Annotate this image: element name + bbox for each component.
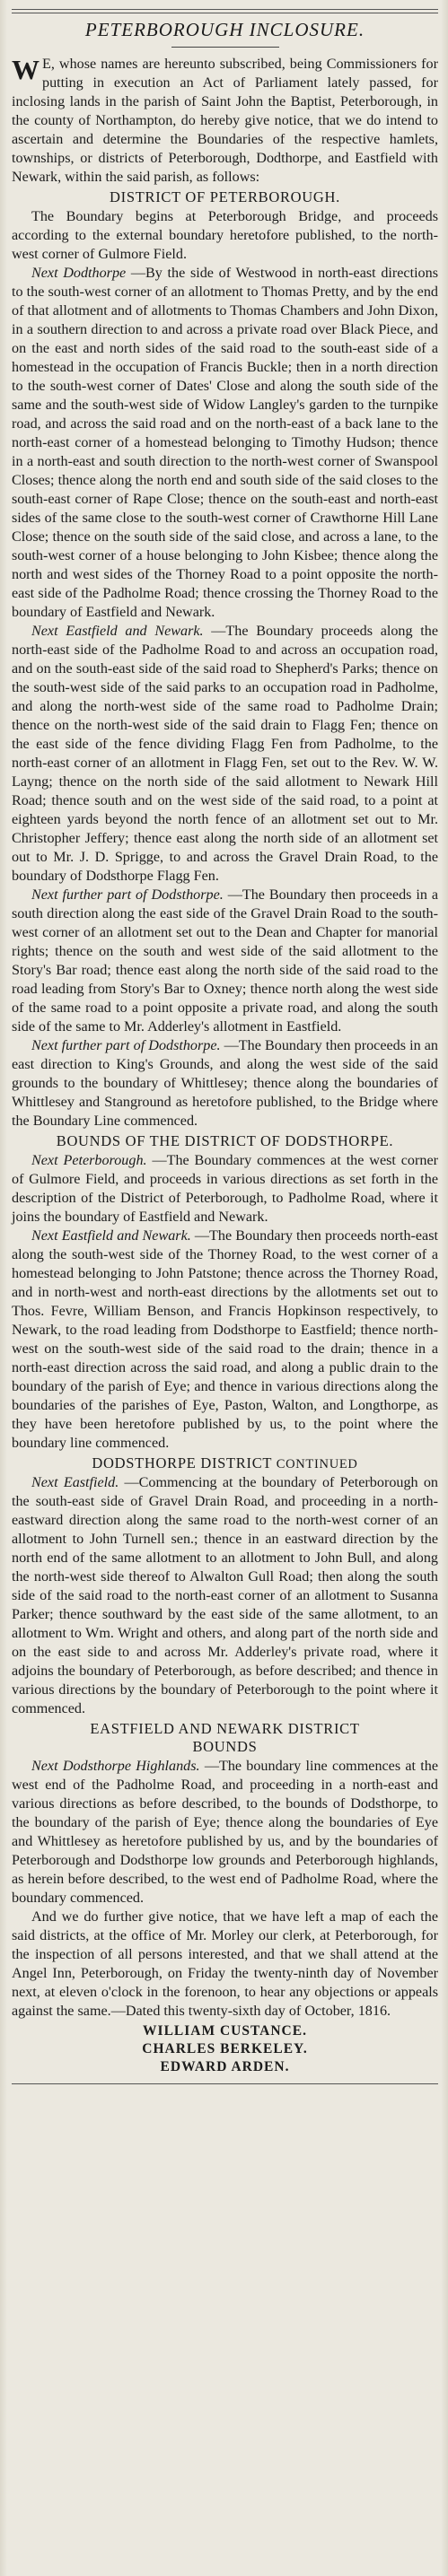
paragraph-lead: Next Dodthorpe <box>31 266 127 281</box>
intro-paragraph <box>12 55 438 187</box>
dodsthorpe-paragraph-1 <box>12 1151 438 1227</box>
peterborough-paragraph-2 <box>12 264 438 622</box>
notice-title: PETERBOROUGH INCLOSURE. <box>84 19 365 40</box>
paragraph-text: —The Boundary then proceeds in a south direction along the east side of the Gravel Drain Road to the south-west corner of an allotment set out to the Dean and Chapter for manorial rights; thence on the south and west side of the said allotment to the Story's Bar road; thence east along the north side of the said road to the road leading from Story's Bar to Oxney; thence north along the west side of the same road to a point opposite a private road, and along the south side of the same to Mr. Adderley's allotment in Eastfield. <box>12 887 438 1035</box>
paragraph-lead: Next Eastfield and Newark. <box>31 1228 191 1244</box>
peterborough-paragraph-1: The Boundary begins at Peterborough Bridge, and proceeds according to the external boundary heretofore published, to the north-west corner of Gulmore Field. <box>12 209 438 262</box>
signatory: WILLIAM CUSTANCE. <box>143 2023 307 2039</box>
heading-text: DODSTHORPE DISTRICT <box>92 1454 272 1471</box>
paragraph-text: —By the side of Westwood in north-east directions to the south-west corner of an allotment to Thomas Pretty, and by the end of that allotment and of allotments to Thomas Chambers and John Dixon, in a southern direction to and across a private road over Black Piece, and on the east and north sides of the said road to the south-east side of a homestead in the occupation of Francis Buckle; then in a north direction to the south-west corner of Dates' Close and along the south side of the same and the south-west side of Widow Langley's garden to the turnpike road, and across the said road and on the north-east of a back lane to the north-east corner of a homestead belonging to Timothy Hudson; thence in a north-east and south direction to the north-west corner of Swanspool Closes; thence along the north end and south side of the said closes to the south-east corner of Rape Close; thence on the south-east and north-east sides of the same close to the south-west corner of Crawthorne Hill Lane Close; thence on the south side of the said close, and across a lane, to the south-west corner of a house belonging to John Kisbee; thence along the north and west sides of the Thorney Road to a point opposite the north-east side of the Padholme Road; thence crossing the Thorney Road to the boundary of Eastfield and Newark. <box>12 266 438 620</box>
paragraph-text: —The Boundary commences at the west corner of Gulmore Field, and proceeds in various directions as set forth in the description of the District of Peterborough, to Padholme Road, where it joins the boundary of Eastfield and Newark. <box>12 1153 438 1225</box>
intro-text: E, whose names are hereunto subscribed, being Commissioners for putting in execution an Act of Parliament lately passed, for inclosing lands in the parish of Saint John the Baptist, Peterborough, in the county of Northampton, do hereby give notice, that we do intend to ascertain and determine the Boundaries of the respective hamlets, townships, or districts of Peterborough, Dodthorpe, and Eastfield with Newark, within the said parish, as follows: <box>12 57 438 185</box>
signatory: CHARLES BERKELEY. <box>142 2041 308 2056</box>
section-heading-eastfield-newark <box>12 1720 438 1756</box>
eastfield-newark-paragraph <box>12 1757 438 1908</box>
closing-paragraph: And we do further give notice, that we have left a map of each the said districts, at the office of Mr. Morley our clerk, at Peterborough, for the inspection of all persons interested, and that we shall attend at the Angel Inn, Peterborough, on Friday the twenty-ninth day of November next, at eleven o'clock in the forenoon, to hear any objections or appeals against the same.—Dated this twenty-sixth day of October, 1816. <box>12 1909 438 2019</box>
bottom-rule <box>12 2083 438 2084</box>
section-heading-dodsthorpe: BOUNDS OF THE DISTRICT OF DODSTHORPE. <box>56 1132 394 1149</box>
dodsthorpe-continued-paragraph <box>12 1473 438 1718</box>
paragraph-lead: Next Eastfield and Newark. <box>31 624 204 639</box>
intro-dropcap: W <box>12 54 40 85</box>
paragraph-lead: Next Peterborough. <box>31 1153 147 1168</box>
paragraph-lead: Next Dodsthorpe Highlands. <box>31 1759 200 1774</box>
paragraph-text: —Commencing at the boundary of Peterborough on the south-east side of Gravel Drain Road, and proceeding in a north-eastward direction along the same road to the north-west corner of an allotment to John Turnell sen.; thence in an eastward direction by the north end of the same allotment to an allotment to John Bull, and along the north-west side thereof to Alwalton Gull Road; then along the south side of the said road to the north-east corner of an allotment to Susanna Parker; thence southward by the east side of the same allotment, to an allotment to Wm. Wright and others, and along part of the north side and on the east side to and across Mr. Adderley's private road, where it adjoins the boundary of Peterborough, as before described; and thence in various directions by the boundary of Peterborough to the point where it commenced. <box>12 1475 438 1716</box>
paragraph-lead: Next further part of Dodsthorpe. <box>31 887 224 903</box>
paragraph-text: —The Boundary then proceeds north-east along the south-west side of the Thorney Road, to the west corner of a homestead belonging to John Patstone; thence across the Thorney Road, and in north-west and north-east directions by the allotments set out to Thos. Fevre, William Benson, and Francis Hopkinson respectively, to Newark, to the road leading from Dodsthorpe to Eastfield; thence north-west on the south-west side of the said road to the drain; thence in a north-east direction across the said road, and along a public drain to the boundary of the parish of Eye; and thence in various directions along the boundaries of the parishes of Eye, Paston, Walton, and Longthorpe, as they have been heretofore published by us, to the point where the boundary line commenced. <box>12 1228 438 1451</box>
top-rule <box>12 9 438 13</box>
title-divider <box>171 47 279 48</box>
peterborough-paragraph-4 <box>12 886 438 1036</box>
paragraph-lead: Next further part of Dodsthorpe. <box>31 1038 221 1053</box>
dodsthorpe-paragraph-2 <box>12 1227 438 1453</box>
signatory: EDWARD ARDEN. <box>160 2059 290 2074</box>
heading-line-2: BOUNDS <box>192 1738 258 1755</box>
peterborough-paragraph-5 <box>12 1036 438 1131</box>
heading-continued: CONTINUED <box>276 1457 358 1471</box>
peterborough-paragraph-3 <box>12 622 438 886</box>
section-heading-dodsthorpe-continued <box>12 1454 438 1472</box>
heading-line-1: EASTFIELD AND NEWARK DISTRICT <box>90 1720 360 1737</box>
paragraph-lead: Next Eastfield. <box>31 1475 119 1490</box>
paragraph-text: —The Boundary proceeds along the north-east side of the Padholme Road to and across an occupation road, and on the south-east side of the said road to Shepherd's Parks; thence on the south-west side of the said parks to an occupation road in Padholme, and along the north-west side of the same road to Padholme Drain; thence on the north-west side of the said drain to Flagg Fen; thence on the east side of the fence dividing Flagg Fen from Padholme, to the north-east corner of an allotment in Flagg Fen, set out to the Rev. W. W. Layng; thence on the north side of the said allotment to Newark Hill Road; thence south and on the west side of the said road, to a point at eighteen yards beyond the north fence of an allotment set out to Mr. Christopher Jeffery; thence east along the north side of an allotment set out to Mr. J. D. Sprigge, to and across the Gravel Drain Road, to the boundary of Dodsthorpe Flagg Fen. <box>12 624 438 884</box>
paragraph-text: —The boundary line commences at the west end of the Padholme Road, and proceeding in a north-east and various directions as before described, to the bounds of Dodsthorpe, to the boundary of the parish of Eye; thence along the boundaries of Eye and Whittlesey as heretofore published by us, and by the boundaries of Peterborough and Dodsthorpe low grounds and Peterborough highlands, as herein before described, to the west end of Padholme Road, where the boundary commenced. <box>12 1759 438 1906</box>
paragraph-text: —The Boundary then proceeds in an east direction to King's Grounds, and along the west side of the said grounds to the boundary of Whittlesey; thence along the boundaries of Whittlesey and Stanground as heretofore published, to the Bridge where the Boundary Line commenced. <box>12 1038 438 1129</box>
section-heading-peterborough: DISTRICT OF PETERBOROUGH. <box>110 188 340 205</box>
signatures <box>12 2022 438 2076</box>
